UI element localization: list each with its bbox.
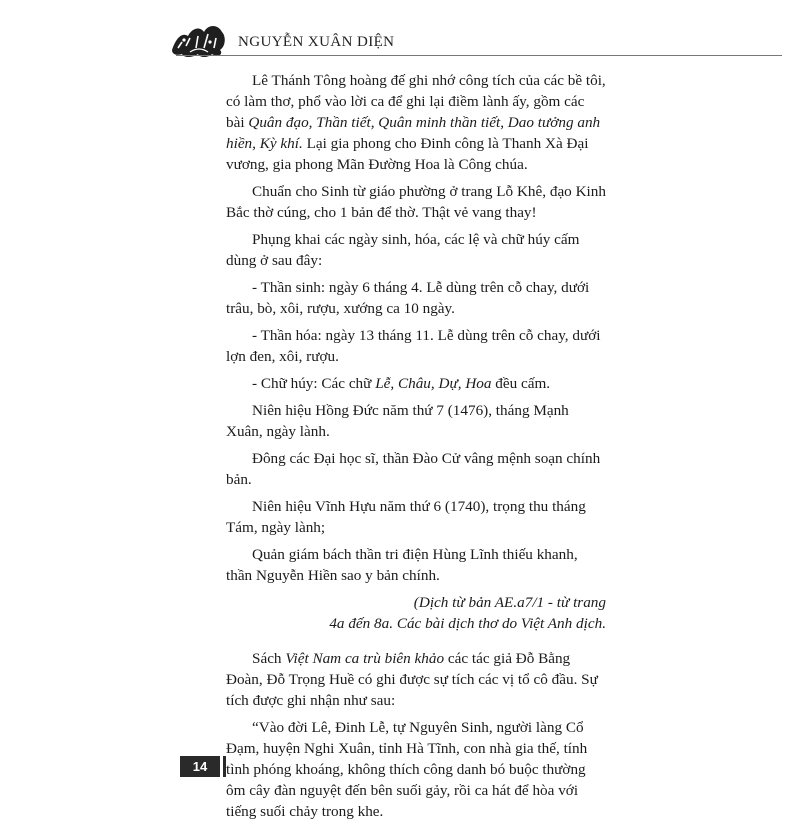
- paragraph-6: [226, 373, 606, 394]
- paragraph-9: Niên hiệu Vĩnh Hựu năm thứ 6 (1740), trọng thu tháng Tám, ngày lành;: [226, 498, 586, 536]
- page-number: 14: [180, 756, 220, 777]
- text-run: các tác giả Đỗ Bằng Đoàn, Đỗ Trọng Huề có ghi được sự tích các vị tổ cô đầu. Sự tích được ghi nhận như sau:: [226, 650, 598, 709]
- paragraph-10: Quản giám bách thần tri điện Hùng Lĩnh thiếu khanh, thần Nguyễn Hiền sao y bản chính.: [226, 546, 578, 584]
- text-run: Lê Thánh Tông hoàng đế ghi nhớ công tích của các bề tôi, có làm thơ, phổ vào lời ca để ghi lại điềm lành ấy, gồm các bài: [226, 72, 606, 131]
- paragraph-2: Chuẩn cho Sinh từ giáo phường ở trang Lỗ Khê, đạo Kinh Bắc thờ cúng, cho 1 bản để thờ. Thật vẻ vang thay!: [226, 183, 606, 221]
- paragraph-7: Niên hiệu Hồng Đức năm thứ 7 (1476), tháng Mạnh Xuân, ngày lành.: [226, 402, 569, 440]
- page-body: [226, 70, 606, 828]
- paragraph-5: - Thần hóa: ngày 13 tháng 11. Lễ dùng trên cỗ chay, dưới lợn đen, xôi, rượu.: [226, 327, 601, 365]
- italic-text: Quân đạo, Thần tiết, Quân minh thần tiết, Dao tưởng anh hiền, Kỳ khí.: [226, 114, 601, 152]
- running-header-author: NGUYỄN XUÂN DIỆN: [238, 34, 395, 50]
- paragraph-12: “Vào đời Lê, Đinh Lễ, tự Nguyên Sinh, người làng Cổ Đạm, huyện Nghi Xuân, tỉnh Hà Tĩnh, con nhà gia thế, tính tình phóng khoáng, không thích công danh bó buộc thường ôm cây đàn nguyệt đến bên suối gảy, rồi ca hát để hòa với tiếng suối chảy trong khe.: [226, 719, 588, 820]
- text-run: Lại gia phong cho Đinh công là Thanh Xà Đại vương, gia phong Mãn Đường Hoa là Công chúa.: [226, 135, 589, 173]
- header-rule: [176, 55, 782, 56]
- text-run: - Chữ húy: Các chữ: [252, 375, 376, 392]
- italic-text: Việt Nam ca trù biên khảo: [285, 650, 445, 667]
- paragraph-11: [226, 648, 606, 711]
- paragraph-8: Đông các Đại học sĩ, thần Đào Cử vâng mệnh soạn chính bản.: [226, 450, 601, 488]
- text-run: đều cấm.: [491, 375, 551, 392]
- paragraph-3: Phụng khai các ngày sinh, hóa, các lệ và chữ húy cấm dùng ở sau đây:: [226, 231, 580, 269]
- paragraph-1: [226, 70, 606, 175]
- paragraph-4: - Thần sinh: ngày 6 tháng 4. Lễ dùng trên cỗ chay, dưới trâu, bò, xôi, rượu, xướng ca 10 ngày.: [226, 279, 590, 317]
- citation-line-2: 4a đến 8a. Các bài dịch thơ do Việt Anh dịch.: [329, 615, 606, 632]
- footer-bar: [223, 756, 226, 777]
- decorative-dragon-ornament-icon: [170, 20, 228, 60]
- italic-text: Lễ, Châu, Dự, Hoa: [375, 375, 492, 392]
- text-run: Sách: [252, 650, 286, 667]
- citation-line-1: (Dịch từ bản AE.a7/1 - từ trang: [413, 594, 606, 611]
- source-citation: [226, 592, 606, 634]
